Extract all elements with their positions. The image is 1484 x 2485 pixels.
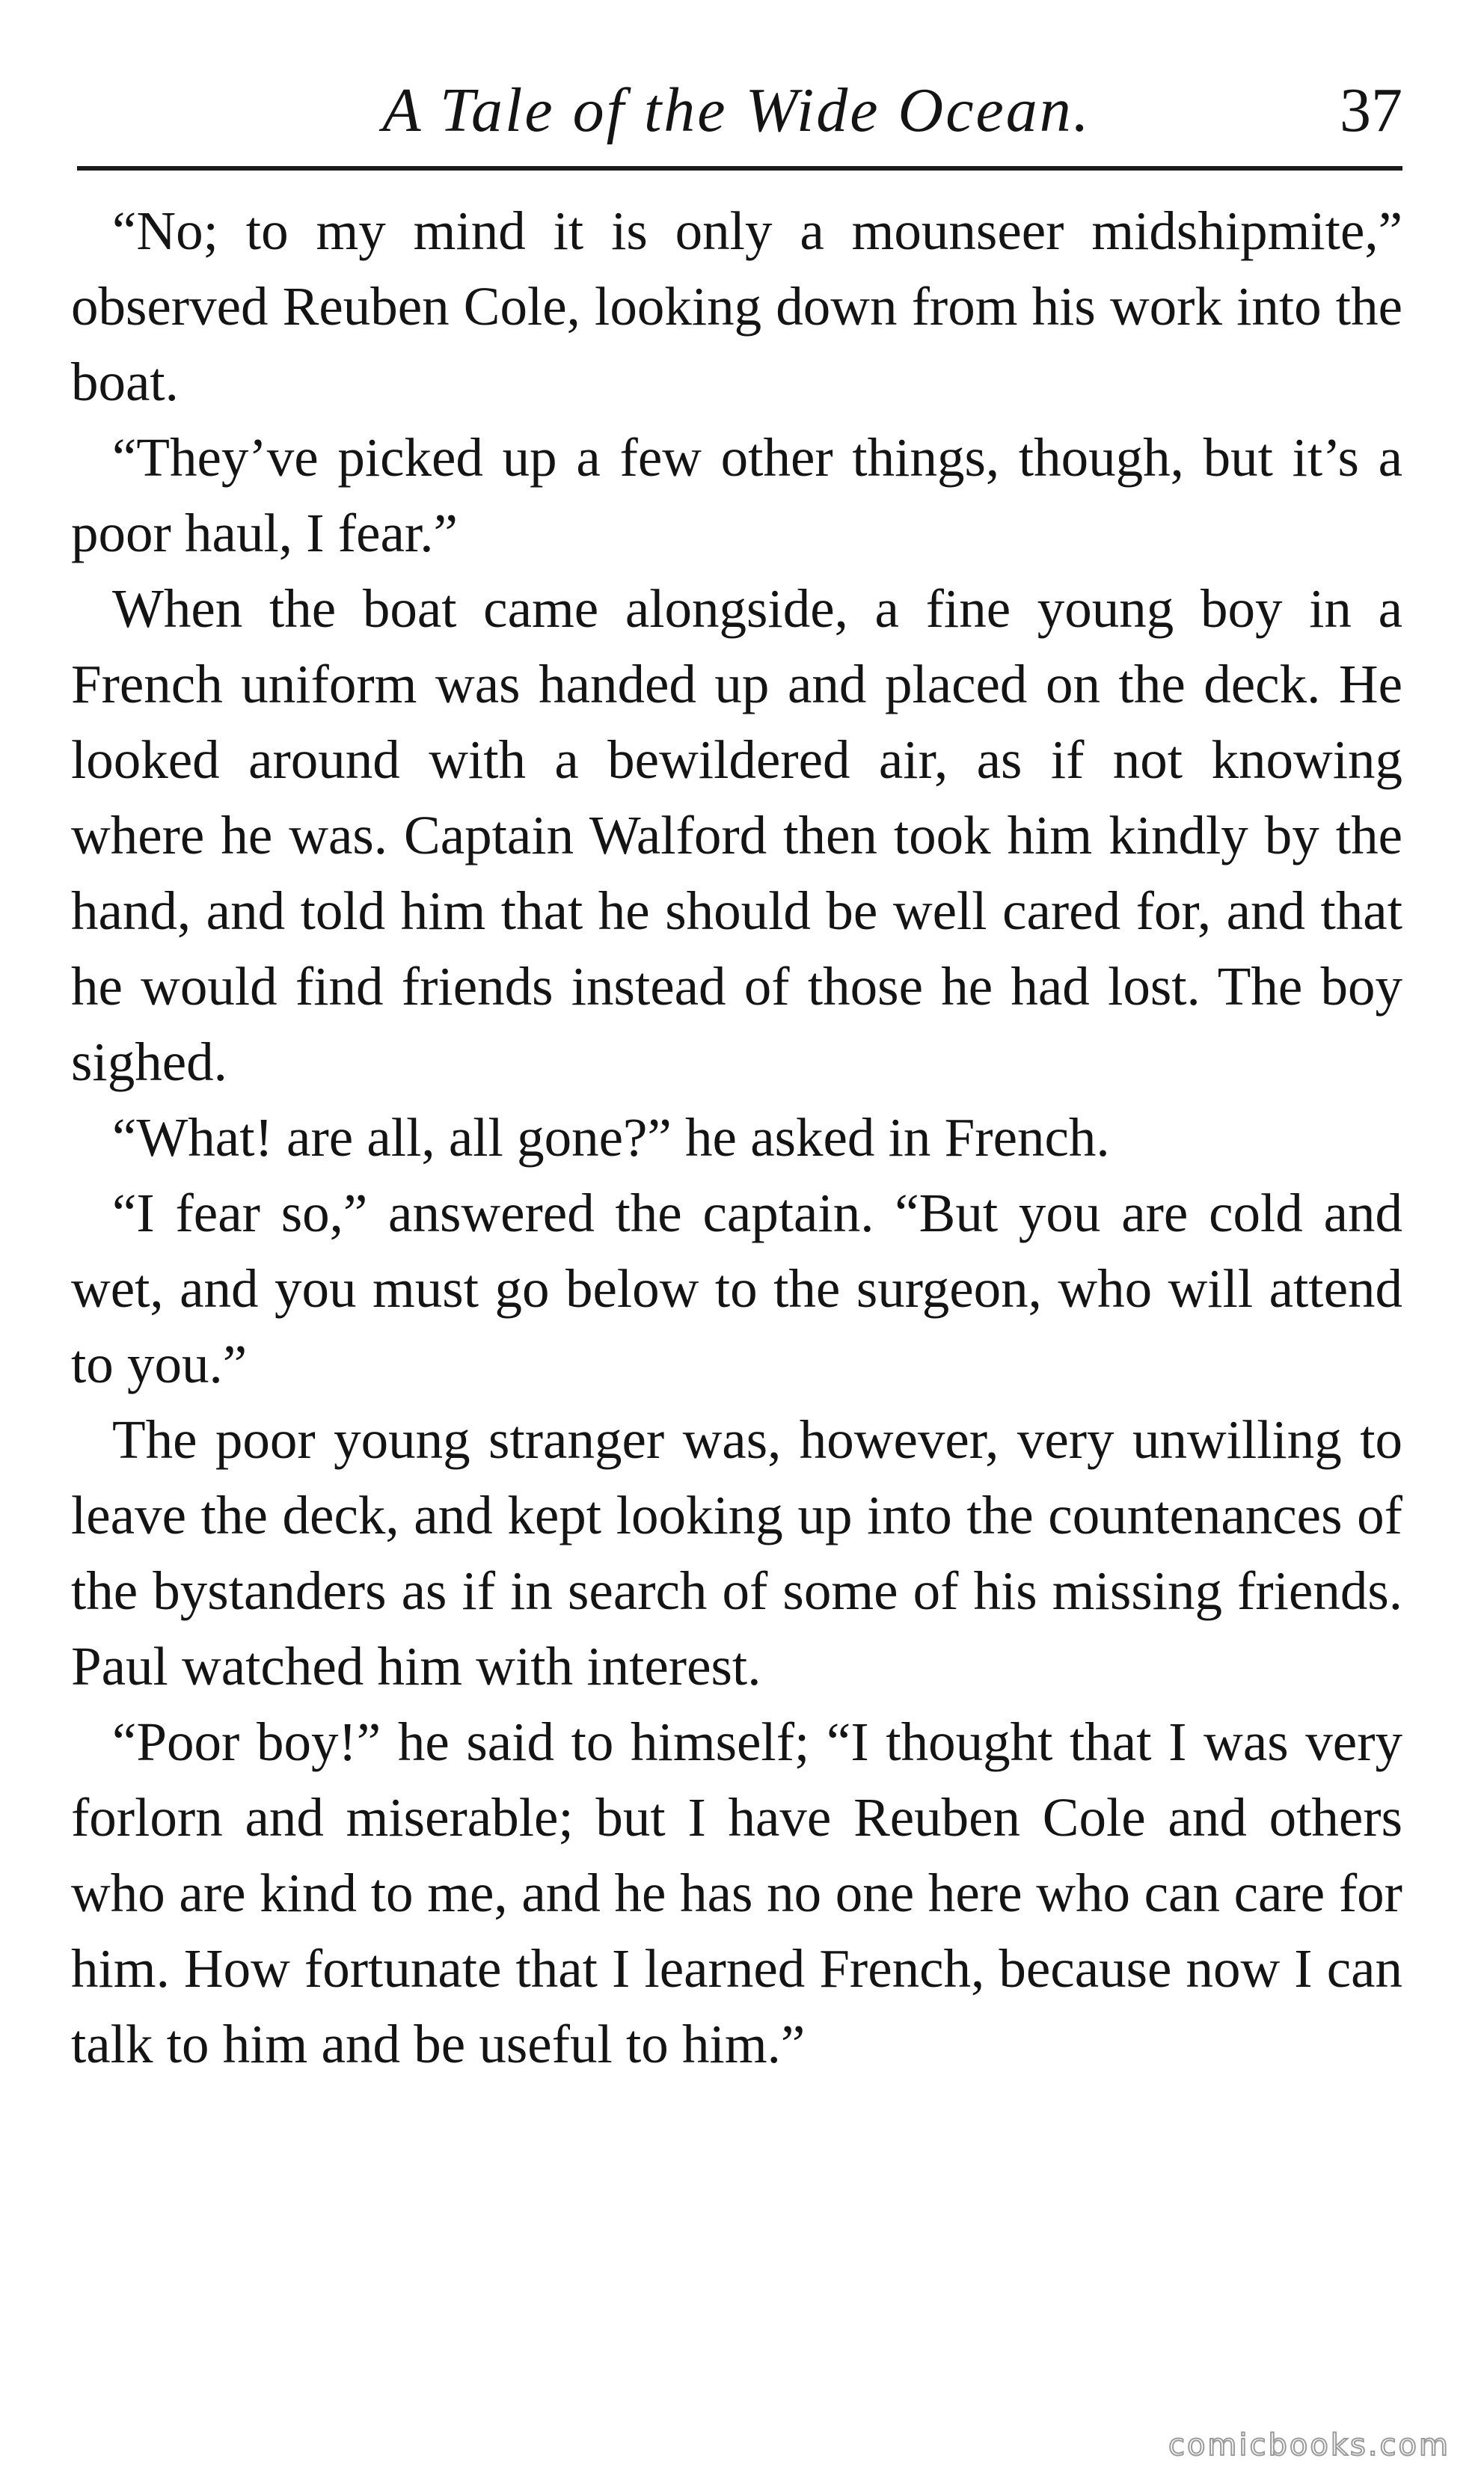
running-title: A Tale of the Wide Ocean.: [382, 76, 1091, 145]
paragraph: The poor young stranger was, however, very unwilling to leave the deck, and kept looking up into the countenances of the bystanders as if in search of some of his missing friends. Paul watched him with interest.: [71, 1409, 1402, 1697]
paragraph: “No; to my mind it is only a mounseer midshipmite,” observed Reuben Cole, looking down from his work into the boat.: [71, 200, 1402, 412]
body-text: [71, 193, 1402, 2082]
paragraph: “What! are all, all gone?” he asked in French.: [112, 1107, 1110, 1168]
page-number: 37: [1340, 76, 1402, 145]
running-head: [71, 66, 1402, 156]
paragraph: “They’ve picked up a few other things, though, but it’s a poor haul, I fear.”: [71, 427, 1402, 563]
header-rule: [77, 166, 1402, 171]
paragraph: When the boat came alongside, a fine young boy in a French uniform was handed up and placed on the deck. He looked around with a bewildered air, as if not knowing where he was. Captain Walford then took him kindly by the hand, and told him that he should be well cared for, and that he would find friends instead of those he had lost. The boy sighed.: [71, 578, 1402, 1092]
paragraph: “Poor boy!” he said to himself; “I thought that I was very forlorn and miserable; but I have Reuben Cole and others who are kind to me, and he has no one here who can care for him. How fortunate that I learned French, because now I can talk to him and be useful to him.”: [71, 1712, 1402, 2074]
paragraph: “I fear so,” answered the captain. “But you are cold and wet, and you must go below to the surgeon, who will attend to you.”: [71, 1183, 1402, 1394]
watermark: comicbooks.com: [1168, 2428, 1450, 2463]
